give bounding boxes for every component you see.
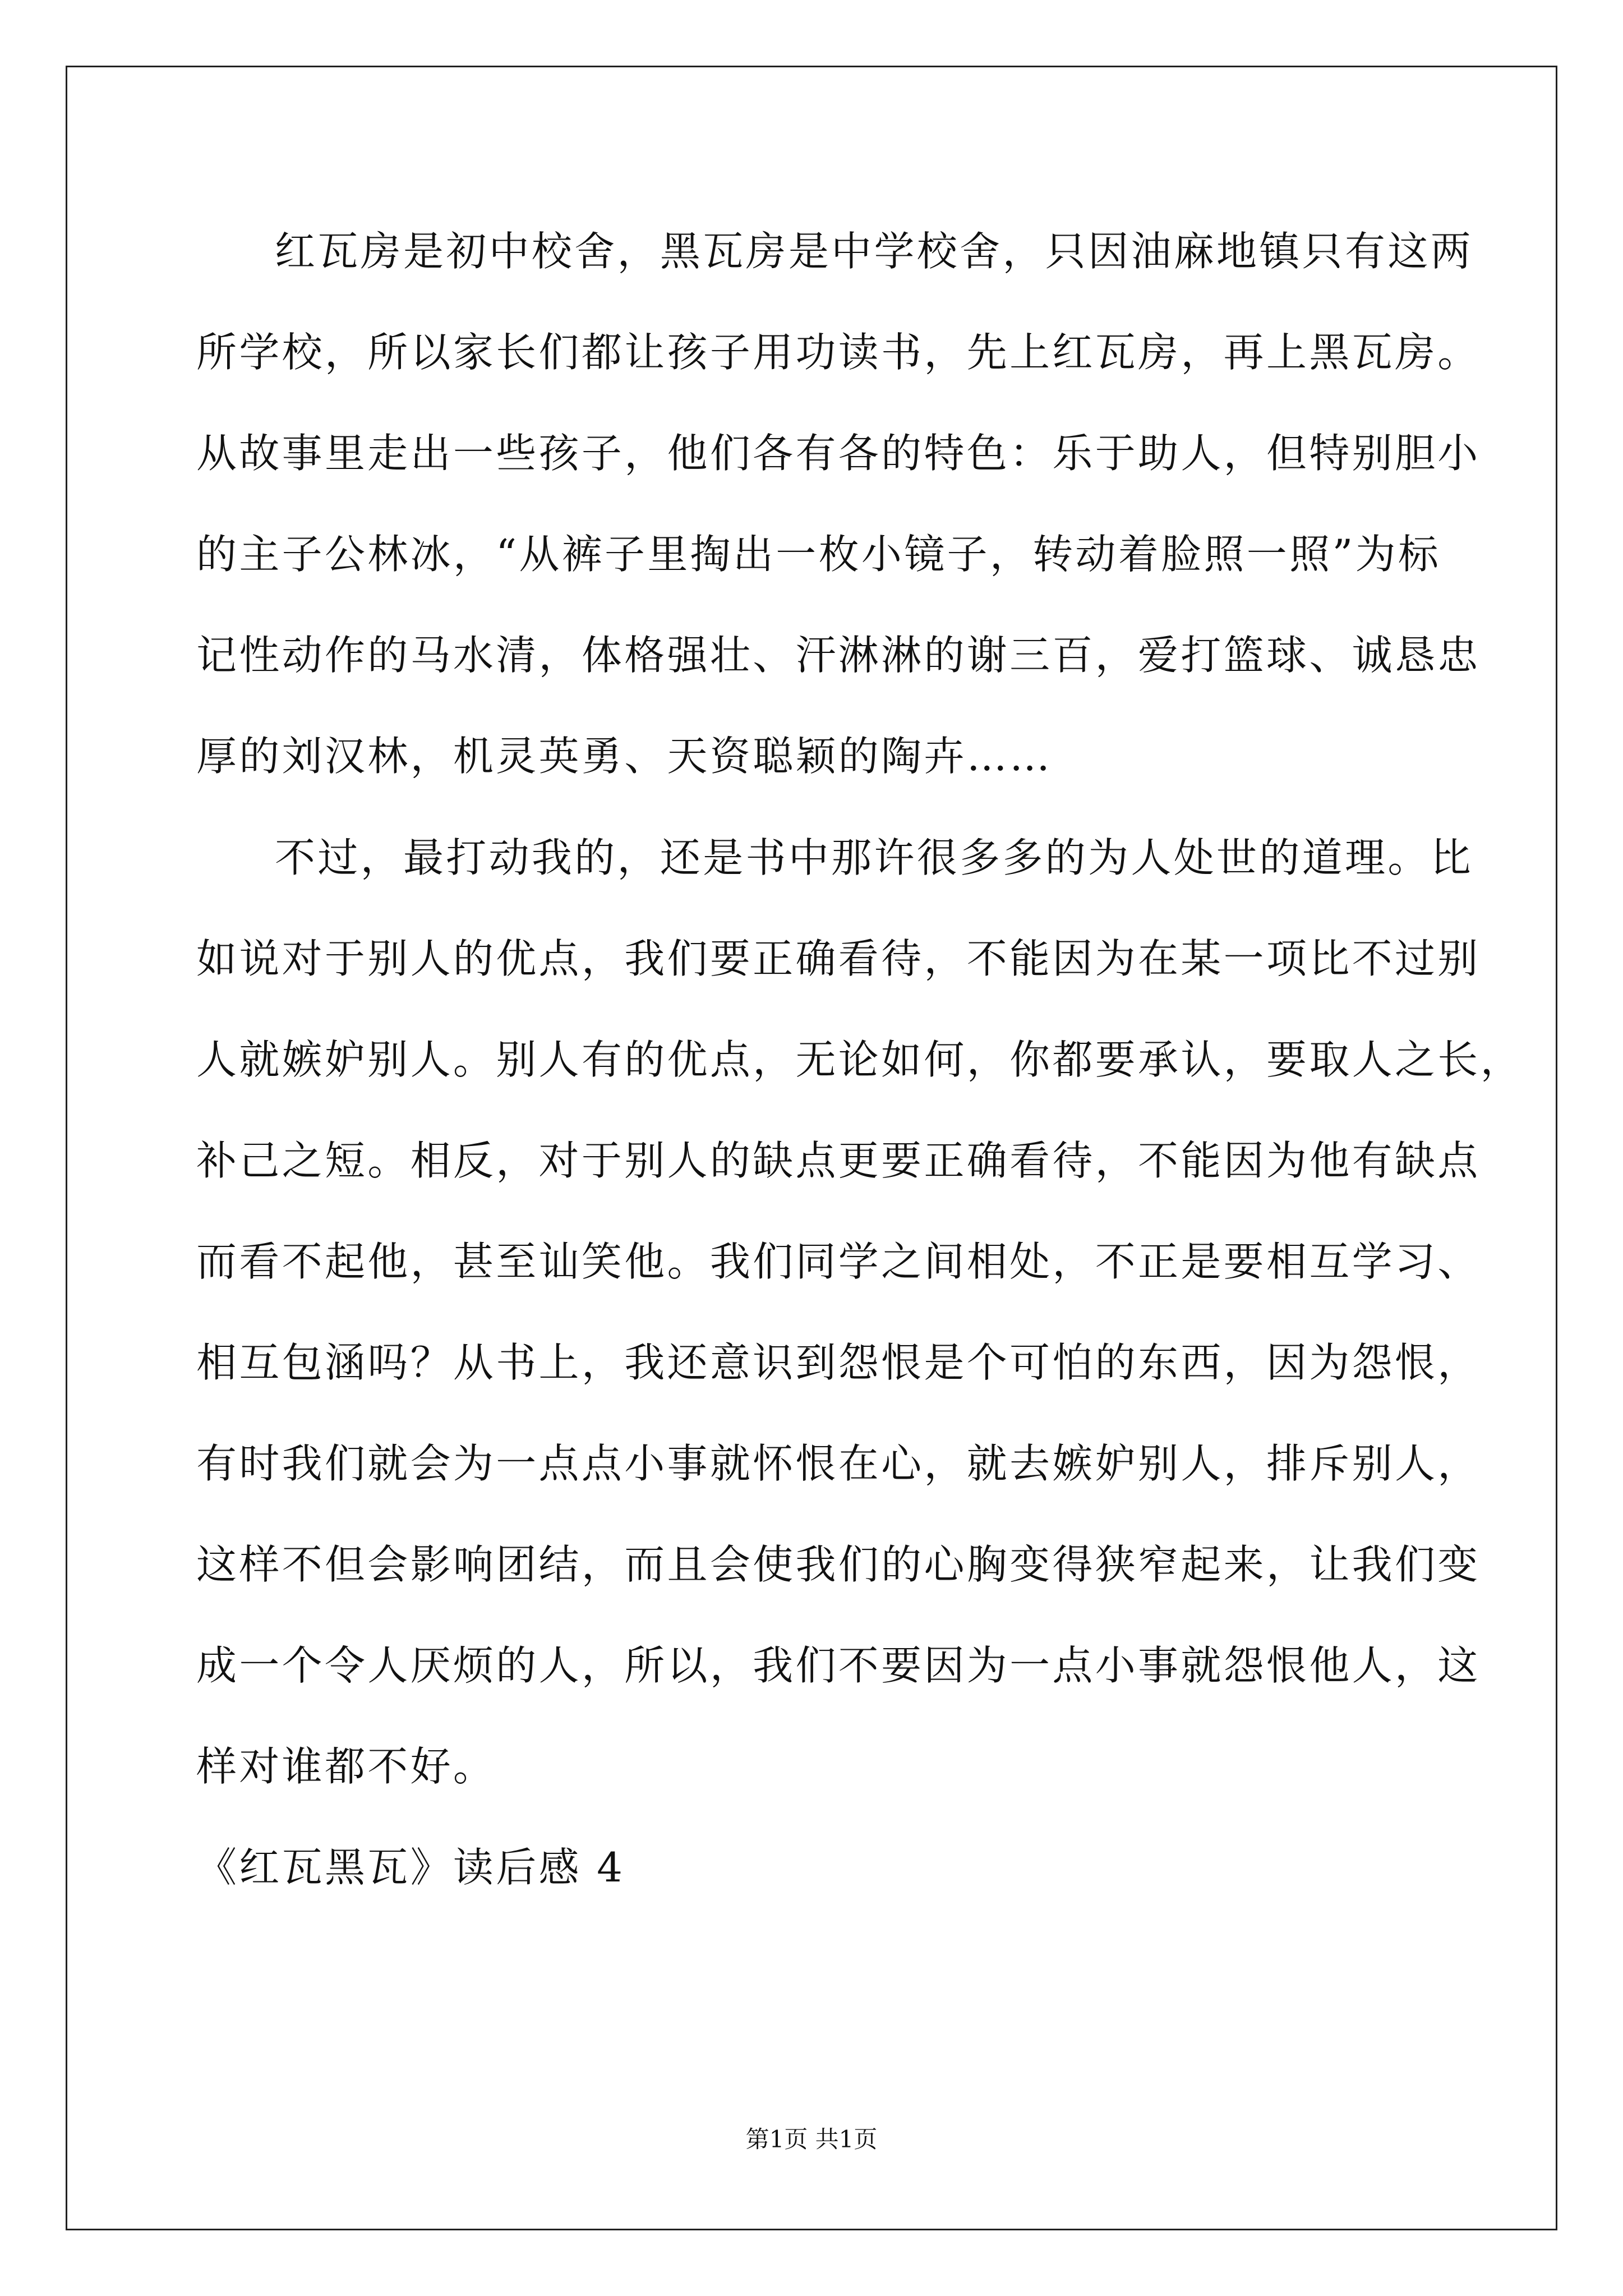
text-line: 从故事里走出一些孩子，他们各有各的特色：乐于助人，但特别胆小 [196,430,1481,477]
text-line: 成一个令人厌烦的人，所以，我们不要因为一点小事就怨恨他人，这 [196,1642,1481,1689]
text-line: 补己之短。相反，对于别人的缺点更要正确看待，不能因为他有缺点 [196,1137,1481,1184]
text-line: 相互包涵吗？从书上，我还意识到怨恨是个可怕的东西，因为怨恨， [196,1339,1481,1386]
page-footer: 第1页 共1页 [745,2125,878,2153]
section-heading: 《红瓦黑瓦》读后感 4 [196,1844,625,1891]
text-line: 如说对于别人的优点，我们要正确看待，不能因为在某一项比不过别 [196,935,1481,982]
text-line: 红瓦房是初中校舍，黑瓦房是中学校舍，只因油麻地镇只有这两 [275,228,1473,275]
text-line: 记性动作的马水清，体格强壮、汗淋淋的谢三百，爱打篮球、诚恳忠 [196,632,1481,679]
text-line: 所学校，所以家长们都让孩子用功读书，先上红瓦房，再上黑瓦房。 [196,329,1481,376]
text-line: 这样不但会影响团结，而且会使我们的心胸变得狭窄起来，让我们变 [196,1541,1481,1588]
text-line: 有时我们就会为一点点小事就怀恨在心，就去嫉妒别人，排斥别人， [196,1440,1481,1487]
text-line: 人就嫉妒别人。别人有的优点，无论如何，你都要承认，要取人之长， [196,1036,1523,1083]
text-line: 不过，最打动我的，还是书中那许很多多的为人处世的道理。比 [275,834,1473,881]
text-line: 厚的刘汉林，机灵英勇、天资聪颖的陶卉…… [196,733,1053,780]
text-line: 而看不起他，甚至讪笑他。我们同学之间相处，不正是要相互学习、 [196,1238,1481,1285]
text-line: 样对谁都不好。 [196,1743,496,1790]
text-line: 的主子公林冰，“从裤子里掏出一枚小镜子，转动着脸照一照”为标 [196,531,1441,578]
